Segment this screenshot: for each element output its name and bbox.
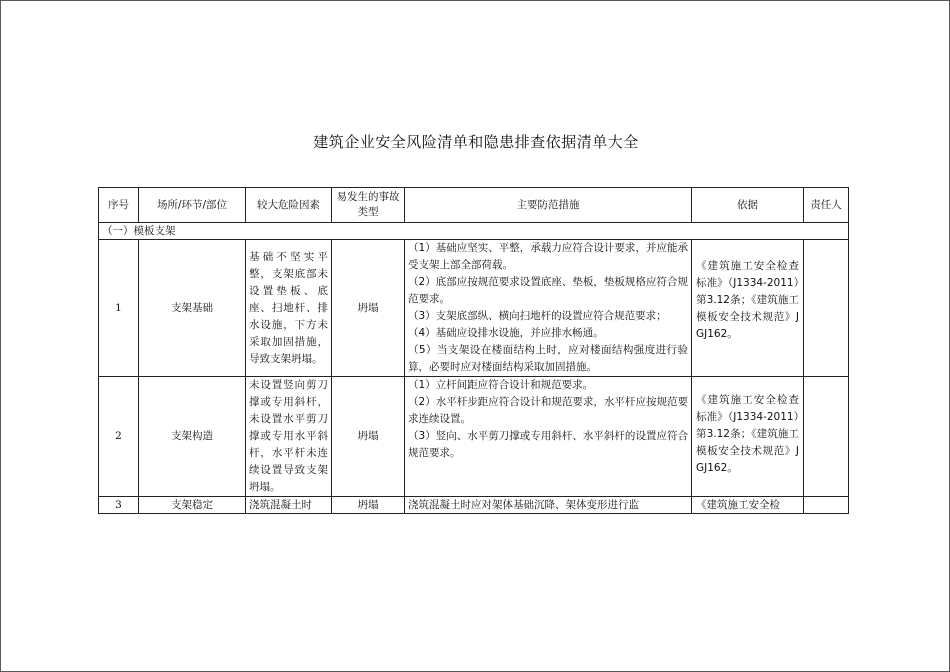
row-accident-type: 坍塌 [332, 377, 405, 497]
document-title: 建筑企业安全风险清单和隐患排查依据清单大全 [313, 133, 639, 151]
measure-item: 浇筑混凝土时应对架体基础沉降、架体变形进行监 [408, 498, 639, 511]
header-location: 场所/环节/部位 [139, 188, 246, 223]
row-basis: 《建筑施工安全检查标准》（J1334-2011）第3.12条；《建筑施工模板安全技术规范》JGJ162。 [692, 377, 804, 497]
row-basis: 《建筑施工安全检 [692, 497, 804, 514]
measure-item: （2）水平杆步距应符合设计和规范要求，水平杆应按规范要求连续设置。 [408, 396, 688, 425]
row-location: 支架构造 [139, 377, 246, 497]
table-row [99, 377, 849, 497]
measure-item: （3）竖向、水平剪刀撑或专用斜杆、水平斜杆的设置应符合规范要求。 [408, 430, 688, 459]
header-no: 序号 [99, 188, 139, 223]
row-responsible [804, 377, 849, 497]
row-measures [405, 240, 692, 377]
row-measures [405, 497, 692, 514]
header-accident-type: 易发生的事故类型 [332, 188, 405, 223]
row-hazard: 基础不坚实平整，支架底部未设置垫板、底座、扫地杆、排水设施，下方未采取加固措施，导致支架坍塌。 [246, 240, 332, 377]
header-measures: 主要防范措施 [405, 188, 692, 223]
row-basis: 《建筑施工安全检查标准》（J1334-2011）第3.12条；《建筑施工模板安全技术规范》JGJ162。 [692, 240, 804, 377]
header-responsible: 责任人 [804, 188, 849, 223]
row-hazard: 未设置竖向剪刀撑或专用斜杆，未设置水平剪刀撑或专用水平斜杆，水平杆未连续设置导致支架坍塌。 [246, 377, 332, 497]
row-measures [405, 377, 692, 497]
row-location: 支架稳定 [139, 497, 246, 514]
table-row [99, 240, 849, 377]
measure-item: （4）基础应设排水设施，并应排水畅通。 [408, 327, 604, 339]
measure-item: （1）立杆间距应符合设计和规范要求。 [408, 379, 594, 391]
risk-checklist-table [98, 187, 849, 514]
measure-item: （1）基础应坚实、平整，承载力应符合设计要求，并应能承受支架上部全部荷载。 [408, 242, 688, 271]
table-row [99, 497, 849, 514]
measure-item: （2）底部应按规范要求设置底座、垫板，垫板规格应符合规范要求。 [408, 276, 688, 305]
row-no: 2 [99, 377, 139, 497]
row-accident-type: 坍塌 [332, 240, 405, 377]
table-header-row [99, 188, 849, 223]
row-responsible [804, 497, 849, 514]
row-no: 3 [99, 497, 139, 514]
row-hazard: 浇筑混凝土时 [246, 497, 332, 514]
section-row [99, 223, 849, 240]
row-responsible [804, 240, 849, 377]
header-hazard: 较大危险因素 [246, 188, 332, 223]
row-accident-type: 坍塌 [332, 497, 405, 514]
measure-item: （3）支架底部纵、横向扫地杆的设置应符合规范要求； [408, 310, 667, 322]
section-title: （一）模板支架 [99, 223, 849, 240]
row-location: 支架基础 [139, 240, 246, 377]
measure-item: （5）当支架设在楼面结构上时，应对楼面结构强度进行验算，必要时应对楼面结构采取加固措施。 [408, 344, 688, 373]
row-no: 1 [99, 240, 139, 377]
header-basis: 依据 [692, 188, 804, 223]
